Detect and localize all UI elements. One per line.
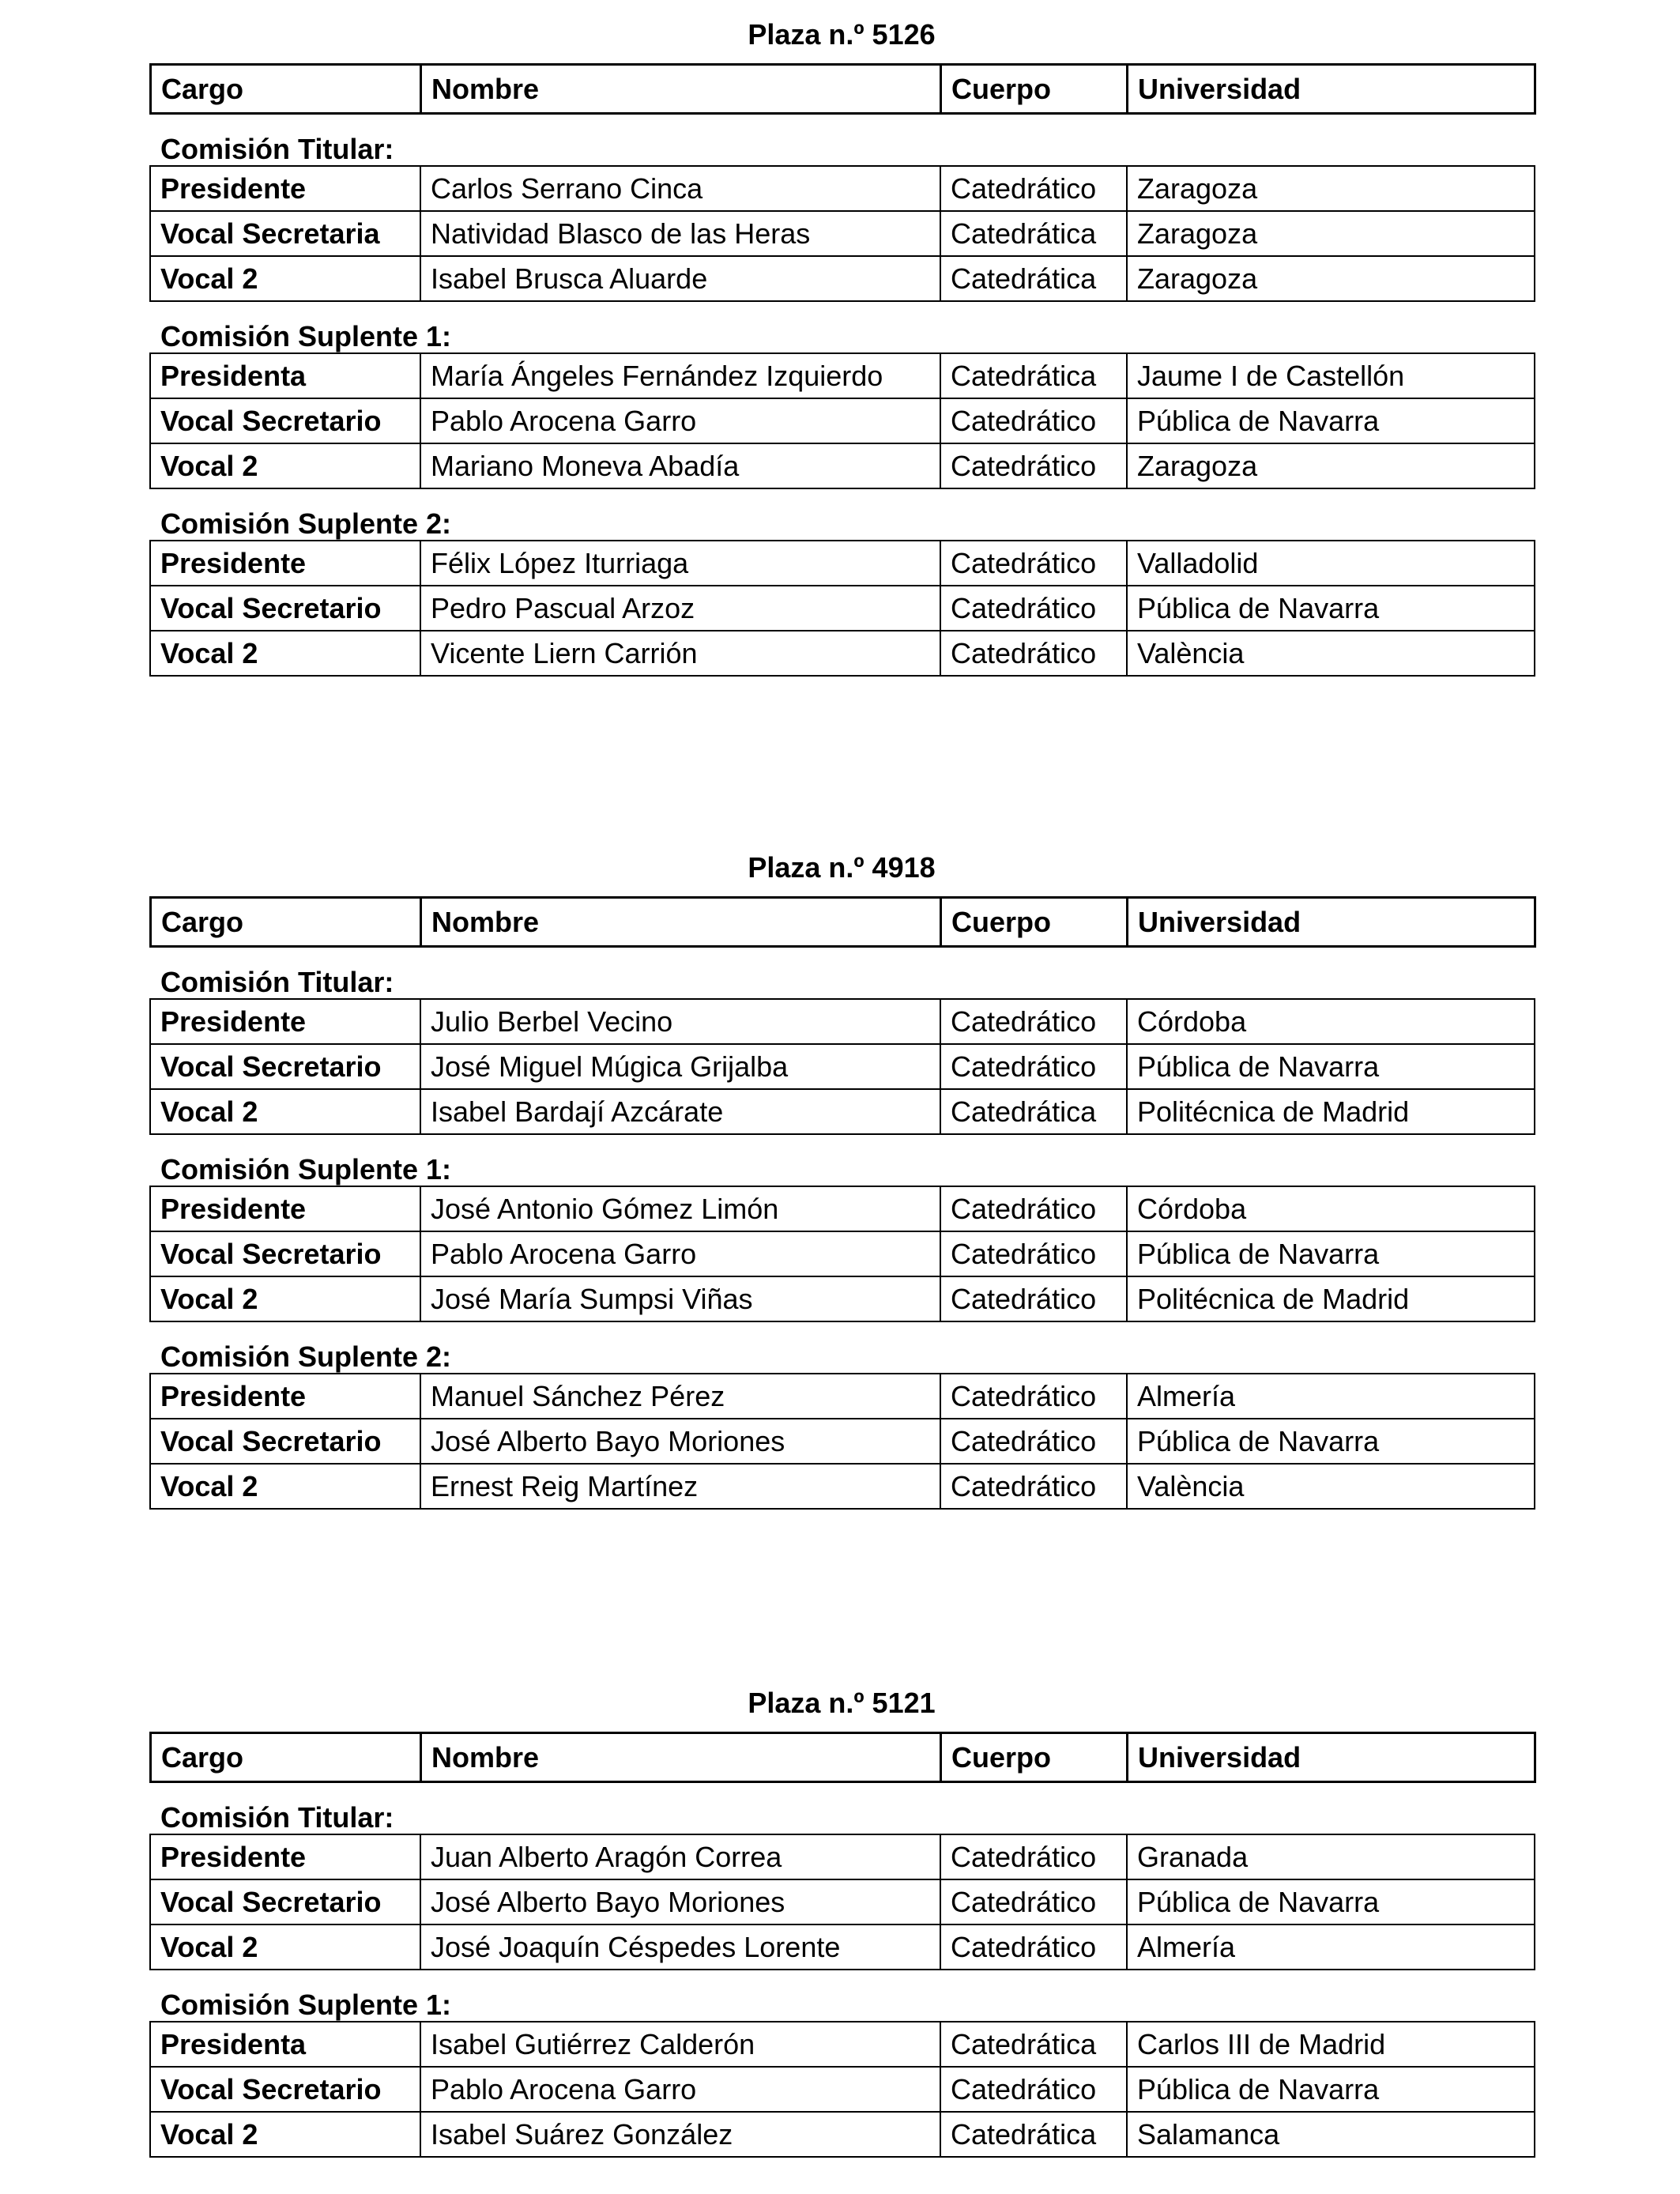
cell-cargo: Presidente	[150, 166, 420, 211]
header-universidad: Universidad	[1128, 1733, 1535, 1782]
table-row	[150, 541, 1535, 586]
cell-nombre: José Joaquín Céspedes Lorente	[420, 1924, 940, 1970]
cell-nombre: Isabel Gutiérrez Calderón	[420, 2022, 940, 2067]
cell-cuerpo: Catedrático	[940, 398, 1127, 443]
cell-cargo: Vocal 2	[150, 1464, 420, 1509]
table-row	[150, 1924, 1535, 1970]
table-row	[150, 1231, 1535, 1276]
cell-universidad: Pública de Navarra	[1127, 1879, 1535, 1924]
cell-nombre: José Alberto Bayo Moriones	[420, 1419, 940, 1464]
cell-cargo: Presidente	[150, 541, 420, 586]
header-table	[149, 896, 1536, 948]
cell-cargo: Vocal 2	[150, 1924, 420, 1970]
cell-nombre: José María Sumpsi Viñas	[420, 1276, 940, 1321]
header-cargo: Cargo	[151, 65, 421, 114]
header-row	[151, 898, 1535, 947]
cell-nombre: Pablo Arocena Garro	[420, 2067, 940, 2112]
plaza-title: Plaza n.º 5121	[748, 1687, 936, 1719]
cell-cuerpo: Catedrática	[940, 211, 1127, 256]
cell-cargo: Presidente	[150, 1186, 420, 1231]
table-row	[150, 2022, 1535, 2067]
cell-universidad: Carlos III de Madrid	[1127, 2022, 1535, 2067]
table-row	[150, 2067, 1535, 2112]
commission-table	[149, 352, 1535, 489]
table-row	[150, 1419, 1535, 1464]
table-row	[150, 1834, 1535, 1879]
cell-universidad: Pública de Navarra	[1127, 2067, 1535, 2112]
commission-label: Comisión Suplente 2:	[160, 507, 452, 540]
table-row	[150, 1276, 1535, 1321]
header-cuerpo: Cuerpo	[941, 1733, 1128, 1782]
cell-universidad: Politécnica de Madrid	[1127, 1276, 1535, 1321]
cell-universidad: Granada	[1127, 1834, 1535, 1879]
cell-cargo: Vocal 2	[150, 1089, 420, 1134]
cell-cargo: Vocal Secretaria	[150, 211, 420, 256]
header-cargo: Cargo	[151, 1733, 421, 1782]
cell-cargo: Presidenta	[150, 353, 420, 398]
cell-cargo: Vocal Secretario	[150, 1879, 420, 1924]
commission-label: Comisión Suplente 1:	[160, 1989, 452, 2021]
cell-universidad: Valladolid	[1127, 541, 1535, 586]
cell-nombre: Isabel Bardají Azcárate	[420, 1089, 940, 1134]
cell-universidad: Pública de Navarra	[1127, 1231, 1535, 1276]
header-cuerpo: Cuerpo	[941, 898, 1128, 947]
cell-nombre: María Ángeles Fernández Izquierdo	[420, 353, 940, 398]
cell-cuerpo: Catedrático	[940, 631, 1127, 676]
header-nombre: Nombre	[421, 898, 941, 947]
table-row	[150, 1374, 1535, 1419]
cell-nombre: Juan Alberto Aragón Correa	[420, 1834, 940, 1879]
table-row	[150, 586, 1535, 631]
cell-nombre: Julio Berbel Vecino	[420, 999, 940, 1044]
commission-table	[149, 2021, 1535, 2158]
cell-cargo: Vocal Secretario	[150, 586, 420, 631]
cell-universidad: Salamanca	[1127, 2112, 1535, 2157]
cell-cuerpo: Catedrático	[940, 1834, 1127, 1879]
cell-universidad: València	[1127, 631, 1535, 676]
plaza-section	[149, 17, 1534, 677]
header-nombre: Nombre	[421, 1733, 941, 1782]
cell-cuerpo: Catedrático	[940, 1419, 1127, 1464]
cell-cargo: Vocal 2	[150, 256, 420, 301]
cell-nombre: Manuel Sánchez Pérez	[420, 1374, 940, 1419]
commission-table	[149, 998, 1535, 1135]
cell-cargo: Vocal 2	[150, 443, 420, 488]
commission-table	[149, 1186, 1535, 1322]
cell-cuerpo: Catedrático	[940, 1879, 1127, 1924]
table-row	[150, 398, 1535, 443]
cell-cuerpo: Catedrático	[940, 443, 1127, 488]
cell-universidad: Almería	[1127, 1374, 1535, 1419]
commission-label: Comisión Suplente 2:	[160, 1340, 452, 1373]
header-cargo: Cargo	[151, 898, 421, 947]
cell-cuerpo: Catedrática	[940, 256, 1127, 301]
header-table	[149, 63, 1536, 115]
cell-cargo: Vocal Secretario	[150, 1419, 420, 1464]
commission-table	[149, 1373, 1535, 1510]
table-row	[150, 1186, 1535, 1231]
cell-nombre: Ernest Reig Martínez	[420, 1464, 940, 1509]
table-row	[150, 1089, 1535, 1134]
cell-cuerpo: Catedrático	[940, 541, 1127, 586]
cell-cuerpo: Catedrático	[940, 1276, 1127, 1321]
table-row	[150, 999, 1535, 1044]
table-row	[150, 211, 1535, 256]
cell-nombre: José Antonio Gómez Limón	[420, 1186, 940, 1231]
header-nombre: Nombre	[421, 65, 941, 114]
commission-label: Comisión Suplente 1:	[160, 320, 452, 352]
cell-nombre: José Alberto Bayo Moriones	[420, 1879, 940, 1924]
table-row	[150, 1879, 1535, 1924]
cell-universidad: Zaragoza	[1127, 256, 1535, 301]
cell-universidad: Zaragoza	[1127, 166, 1535, 211]
cell-nombre: José Miguel Múgica Grijalba	[420, 1044, 940, 1089]
cell-cuerpo: Catedrática	[940, 2112, 1127, 2157]
cell-universidad: Córdoba	[1127, 999, 1535, 1044]
commission-table	[149, 1834, 1535, 1970]
commission-label: Comisión Titular:	[160, 966, 394, 998]
cell-cuerpo: Catedrático	[940, 2067, 1127, 2112]
cell-cargo: Presidente	[150, 999, 420, 1044]
cell-universidad: Pública de Navarra	[1127, 398, 1535, 443]
cell-cuerpo: Catedrático	[940, 999, 1127, 1044]
cell-nombre: Pedro Pascual Arzoz	[420, 586, 940, 631]
cell-cuerpo: Catedrática	[940, 353, 1127, 398]
cell-cargo: Vocal Secretario	[150, 2067, 420, 2112]
plaza-section	[149, 850, 1534, 1510]
table-row	[150, 443, 1535, 488]
cell-nombre: Pablo Arocena Garro	[420, 1231, 940, 1276]
header-universidad: Universidad	[1128, 65, 1535, 114]
cell-cuerpo: Catedrática	[940, 2022, 1127, 2067]
cell-cargo: Presidente	[150, 1834, 420, 1879]
table-row	[150, 353, 1535, 398]
cell-universidad: Zaragoza	[1127, 443, 1535, 488]
cell-nombre: Carlos Serrano Cinca	[420, 166, 940, 211]
cell-cargo: Vocal Secretario	[150, 398, 420, 443]
table-row	[150, 256, 1535, 301]
cell-nombre: Pablo Arocena Garro	[420, 398, 940, 443]
cell-universidad: Pública de Navarra	[1127, 1044, 1535, 1089]
cell-nombre: Isabel Suárez González	[420, 2112, 940, 2157]
cell-cuerpo: Catedrático	[940, 1464, 1127, 1509]
header-row	[151, 65, 1535, 114]
cell-cargo: Vocal Secretario	[150, 1044, 420, 1089]
table-row	[150, 2112, 1535, 2157]
cell-nombre: Vicente Liern Carrión	[420, 631, 940, 676]
cell-cuerpo: Catedrático	[940, 586, 1127, 631]
cell-cargo: Vocal 2	[150, 2112, 420, 2157]
cell-universidad: Pública de Navarra	[1127, 1419, 1535, 1464]
cell-nombre: Isabel Brusca Aluarde	[420, 256, 940, 301]
cell-cargo: Presidente	[150, 1374, 420, 1419]
commission-table	[149, 165, 1535, 302]
cell-cuerpo: Catedrática	[940, 1089, 1127, 1134]
cell-cargo: Vocal Secretario	[150, 1231, 420, 1276]
cell-nombre: Natividad Blasco de las Heras	[420, 211, 940, 256]
header-universidad: Universidad	[1128, 898, 1535, 947]
header-cuerpo: Cuerpo	[941, 65, 1128, 114]
cell-universidad: València	[1127, 1464, 1535, 1509]
table-row	[150, 166, 1535, 211]
cell-universidad: Jaume I de Castellón	[1127, 353, 1535, 398]
table-row	[150, 631, 1535, 676]
header-table	[149, 1732, 1536, 1783]
commission-label: Comisión Titular:	[160, 133, 394, 165]
commission-table	[149, 540, 1535, 677]
cell-cargo: Vocal 2	[150, 631, 420, 676]
cell-cuerpo: Catedrático	[940, 1186, 1127, 1231]
cell-universidad: Politécnica de Madrid	[1127, 1089, 1535, 1134]
plaza-title: Plaza n.º 5126	[748, 18, 936, 51]
cell-universidad: Pública de Navarra	[1127, 586, 1535, 631]
table-row	[150, 1044, 1535, 1089]
cell-universidad: Almería	[1127, 1924, 1535, 1970]
cell-nombre: Félix López Iturriaga	[420, 541, 940, 586]
cell-cargo: Vocal 2	[150, 1276, 420, 1321]
cell-cuerpo: Catedrático	[940, 1231, 1127, 1276]
cell-universidad: Zaragoza	[1127, 211, 1535, 256]
cell-nombre: Mariano Moneva Abadía	[420, 443, 940, 488]
cell-cuerpo: Catedrático	[940, 1924, 1127, 1970]
plaza-section	[149, 1686, 1534, 2158]
cell-cuerpo: Catedrático	[940, 1374, 1127, 1419]
header-row	[151, 1733, 1535, 1782]
cell-cuerpo: Catedrático	[940, 166, 1127, 211]
cell-cuerpo: Catedrático	[940, 1044, 1127, 1089]
cell-cargo: Presidenta	[150, 2022, 420, 2067]
cell-universidad: Córdoba	[1127, 1186, 1535, 1231]
commission-label: Comisión Suplente 1:	[160, 1153, 452, 1186]
table-row	[150, 1464, 1535, 1509]
plaza-title: Plaza n.º 4918	[748, 851, 936, 884]
commission-label: Comisión Titular:	[160, 1801, 394, 1834]
